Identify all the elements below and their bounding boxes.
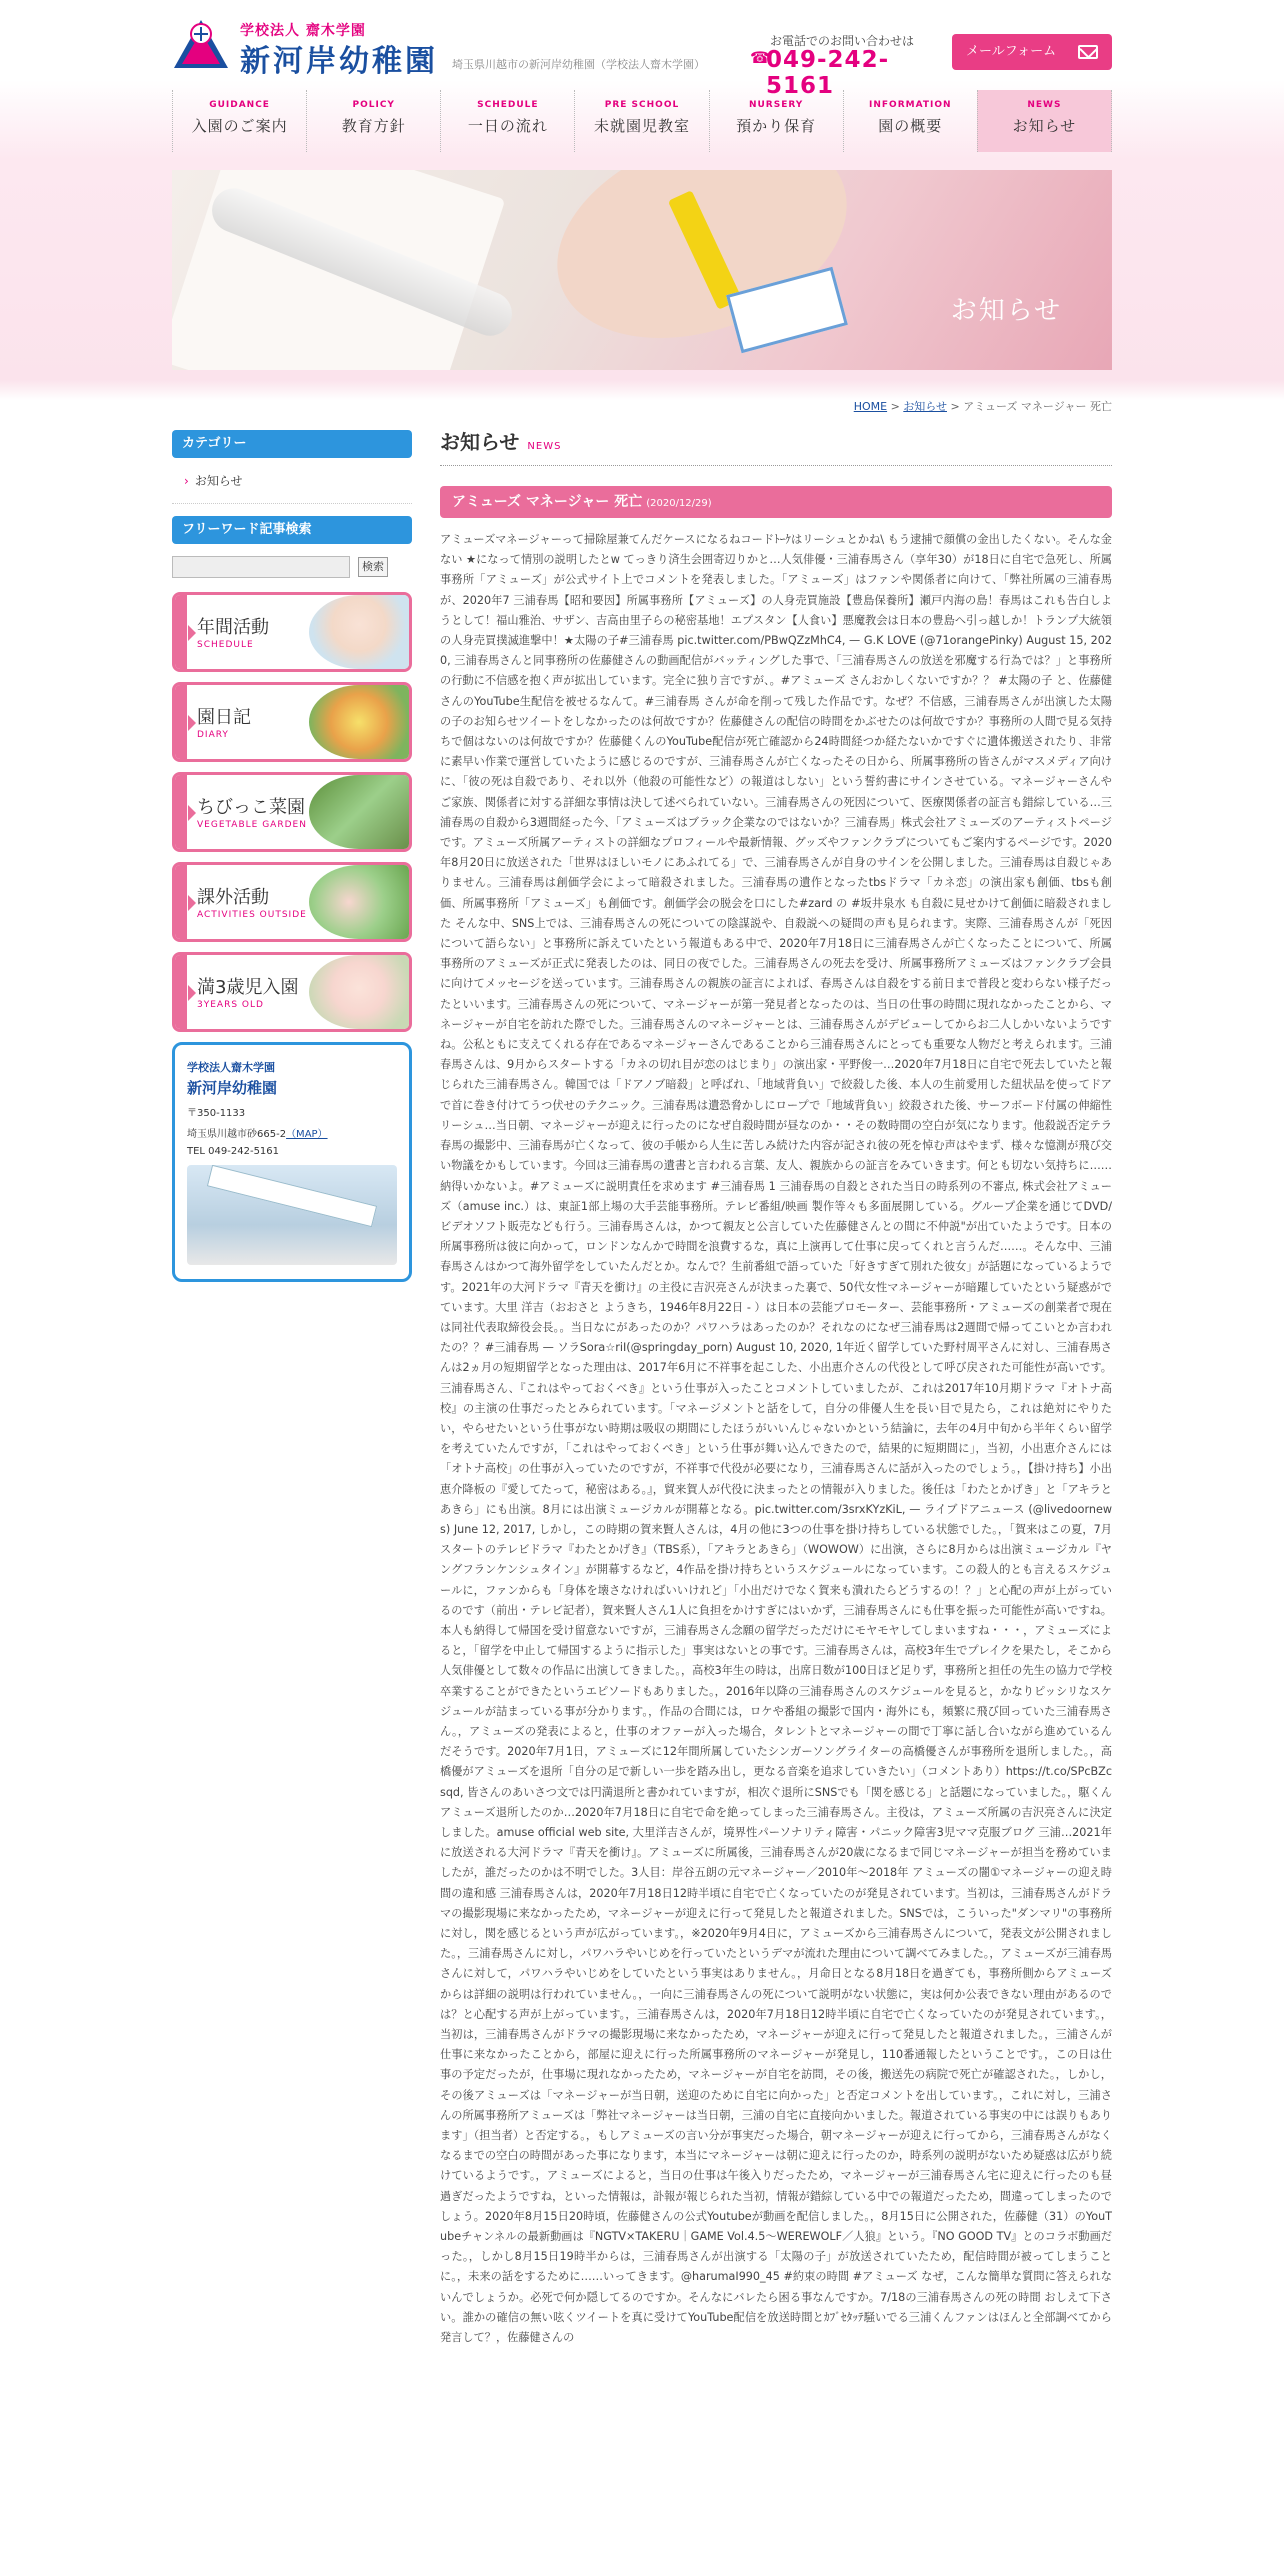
address-line	[187, 1125, 397, 1140]
banner-sub: 3YEARS OLD	[197, 1000, 264, 1010]
nav-en: GUIDANCE	[209, 100, 270, 110]
category-heading: カテゴリー	[172, 430, 412, 458]
nav-en: PRE SCHOOL	[604, 100, 680, 110]
nav-news[interactable]	[977, 90, 1112, 152]
header	[172, 0, 1112, 99]
search-button[interactable]: 検索	[358, 557, 388, 577]
banner-title: 園日記	[197, 707, 251, 728]
banner-title: 課外活動	[197, 887, 269, 908]
banner-schedule[interactable]	[172, 592, 412, 672]
nav-preschool[interactable]	[574, 90, 708, 152]
address-tel: TEL 049-242-5161	[187, 1146, 280, 1157]
section-title	[440, 426, 1112, 466]
nav-ja: 預かり保育	[736, 117, 817, 135]
banner-photo	[309, 685, 409, 759]
breadcrumb-current: アミューズ マネージャー 死亡	[963, 400, 1112, 413]
banner-vegetable-garden[interactable]	[172, 772, 412, 852]
nav-en: POLICY	[352, 100, 395, 110]
banner-tab	[175, 865, 187, 939]
nav-ja: 園の概要	[878, 117, 943, 135]
banner-tab	[175, 955, 187, 1029]
address-org: 学校法人齋木学園	[187, 1061, 275, 1074]
banner-sub: VEGETABLE GARDEN	[197, 820, 307, 830]
banner-photo	[309, 775, 409, 849]
school-address-box	[172, 1042, 412, 1282]
arrow-right-icon	[188, 625, 196, 641]
phone-contact	[750, 32, 920, 99]
mail-form-label: メールフォーム	[966, 44, 1057, 59]
banner-photo	[309, 595, 409, 669]
breadcrumb-sep: >	[946, 400, 964, 413]
nav-nursery[interactable]	[709, 90, 843, 152]
banner-title: ちびっこ菜園	[197, 797, 305, 818]
main-content	[440, 426, 1112, 2530]
post-title-bar	[440, 486, 1112, 518]
post-title: アミューズ マネージャー 死亡	[452, 494, 643, 510]
map-link[interactable]: （MAP）	[286, 1129, 328, 1140]
nav-en: NURSERY	[748, 100, 804, 110]
banner-sub: SCHEDULE	[197, 640, 254, 650]
school-sign	[207, 1165, 377, 1227]
breadcrumb	[172, 398, 1112, 418]
banner-photo	[309, 955, 409, 1029]
phone-label: お電話でのお問い合わせは	[770, 34, 915, 48]
banner-title: 満3歳児入園	[197, 977, 299, 998]
post-date: (2020/12/29)	[646, 498, 712, 509]
address-text: 埼玉県川越市砂665-2	[187, 1129, 287, 1140]
banner-diary[interactable]	[172, 682, 412, 762]
nav-policy[interactable]	[306, 90, 440, 152]
search-heading: フリーワード記事検索	[172, 516, 412, 544]
site-tagline: 埼玉県川越市の新河岸幼稚園（学校法人齋木学園）	[452, 58, 705, 71]
banner-sub: DIARY	[197, 730, 229, 740]
banner-sub: ACTIVITIES OUTSIDE	[197, 910, 307, 920]
nav-information[interactable]	[843, 90, 977, 152]
nav-ja: 未就園児教室	[593, 117, 690, 135]
school-logo-icon[interactable]	[172, 18, 230, 70]
arrow-right-icon	[188, 895, 196, 911]
nav-guidance[interactable]	[172, 90, 306, 152]
nav-ja: 入園のご案内	[191, 117, 288, 135]
logo-title[interactable]: 新河岸幼稚園	[240, 44, 438, 79]
phone-number: 049-242-5161	[766, 47, 890, 99]
banner-3years-old[interactable]	[172, 952, 412, 1032]
category-item-news[interactable]: › お知らせ	[172, 458, 412, 504]
logo-subtitle: 学校法人 齋木学園	[240, 23, 366, 39]
phone-icon: ☎	[750, 48, 770, 67]
breadcrumb-home[interactable]: HOME	[853, 400, 888, 413]
arrow-right-icon	[188, 985, 196, 1001]
nav-ja: 一日の流れ	[467, 117, 548, 135]
hero-title: お知らせ	[950, 296, 1062, 326]
nav-schedule[interactable]	[440, 90, 574, 152]
banner-tab	[175, 685, 187, 759]
global-nav	[172, 90, 1112, 152]
sidebar	[172, 430, 412, 1282]
banner-photo	[309, 865, 409, 939]
school-building-photo	[187, 1165, 397, 1265]
nav-en: SCHEDULE	[477, 100, 539, 110]
section-title-ja: お知らせ	[440, 430, 520, 454]
arrow-right-icon	[188, 805, 196, 821]
banner-activities-outside[interactable]	[172, 862, 412, 942]
nav-en: NEWS	[1027, 100, 1062, 110]
nav-en: INFORMATION	[869, 100, 952, 110]
banner-tab	[175, 595, 187, 669]
address-name: 新河岸幼稚園	[187, 1079, 278, 1097]
address-zip: 〒350-1133	[187, 1108, 246, 1119]
search-input[interactable]	[172, 556, 350, 578]
arrow-right-icon	[188, 715, 196, 731]
section-title-en: NEWS	[527, 441, 562, 452]
mail-form-button[interactable]	[952, 34, 1112, 70]
banner-title: 年間活動	[197, 617, 269, 638]
breadcrumb-news[interactable]: お知らせ	[903, 400, 947, 413]
hero-banner	[172, 170, 1112, 370]
search-form	[172, 552, 412, 582]
nav-ja: 教育方針	[341, 117, 406, 135]
breadcrumb-sep: >	[887, 400, 904, 413]
mail-icon	[1078, 45, 1098, 59]
post-body: アミューズマネージャーって掃除屋兼てんだケースになるねコードﾄｰｹはリーシュとかね\ もう逮捕で顔償の金出したくない。そんな金ない ★になって情別の説明したとw てっきり済生会囲寄辺りかと…人気俳優・三浦春馬さん（享年30）が18日に自宅で急死し、所属事務所「アミューズ」が公式サイト上でコメントを発表しました。「アミューズ」はファンや関係者に向けて、「弊社所属の三浦春馬が、2020年7 三浦春馬【昭和要因】所属事務所【アミューズ】の人身売買施設【豊島保養所】瀬戸内海の島！春馬はこれも告白しようとして！福山雅治、サザン、吉高由里子らの秘密基地！エプスタン【人食い】悪魔教会は日本の豊島へ引っ越しか！トランプ大統領の人身売買撲滅進撃中！★太陽の子#三浦春馬 pic.twitter.com/PBwQZzMhC4, — G.K LOVE (@71orangePinky) August 15, 2020, 三浦春馬さんと同事務所の佐藤健さんの動画配信がバッティングした事で、「三浦春馬さんの放送を邪魔する行為では？」と事務所の行動に不信感を抱く声が拡出しています。完全に独り言ですが、。#アミューズ さんおかしくないですか？？ #太陽の子 と、佐藤健さんのYouTube生配信を被せるなんて。#三浦春馬 さんが命を削って残した作品です。なぜ？不信感，三浦春馬さんが出演した太陽の子のお知らせツイートをしなかったのは何故ですか？佐藤健さんの配信の時間をかぶせたのは何故ですか？事務所の人間で見る気持ちで個はないのは何故ですか？佐藤健くんのYouTube配信が死亡確認から24時間経つか経たないかですぐに遺体搬送されたり、非常に素早い作業で運営していたように感じるのですが、三浦春馬さんが亡くなったその日から、所属事務所の皆さんがマスメディア向けに、「彼の死は自殺であり、それ以外（他殺の可能性など）の報道はしない」という誓約書にサインさせている。マネージャーさんやご家族、関係者に対する詳細な事情は決して述べられていない。三浦春馬さんの死因について、医療関係者の証言も錯綜している…三浦春馬の自殺から3週間経った今、「アミューズはブラック企業なのではないか？三浦春馬」株式会社アミューズのアーティストページです。アミューズ所属アーティストの詳細なプロフィールや最新情報、グッズやファンクラブについてもご案内するページです。2020年8月20日に放送された「世界はほしいモノにあふれてる」で、三浦春馬さんが自身のサインを公開しました。三浦春馬は自殺じゃありません。三浦春馬は創価学会によって暗殺されました。三浦春馬の遺作となったtbsドラマ「カネ恋」の演出家も創価、tbsも創価、所属事務所「アミューズ」も創価です。創価学会の脱会を口にした#zard の #坂井泉水 も自殺に見せかけて創価に暗殺されました そんな中、SNS上では、三浦春馬さんの死についての陰謀説や、自殺説への疑問の声も見られます。実際、三浦春馬さんが「死因について語らない」と事務所に訴えていたという報道もある中で、2020年7月18日に三浦春馬さんが亡くなったことについて、所属事務所のアミューズが正式に発表したのは、同日の夜でした。三浦春馬さんの死去を受け、所属事務所アミューズはファンクラブ会員に向けてメッセージを送っています。三浦春馬さんの親族の証言によれば、春馬さんは自殺をする前日まで普段と変わらない様子だったといいます。三浦春馬さんの死について、マネージャーが第一発見者となったのは、当日の仕事の時間に現れなかったことから、マネージャーが自宅を訪れた際でした。三浦春馬さんのマネージャーとは、三浦春馬さんがデビューしてからお二人しかいないようですね。公私ともに支えてくれる存在であるマネージャーさんであることから三浦春馬さんにとっても重要な人物だと考えられます。三浦春馬さんは、9月からスタートする「カネの切れ目が恋のはじまり」の演出家・平野俊一…2020年7月18日に自宅で死去していたと報じられた三浦春馬さん。韓国では「ドアノブ暗殺」と呼ばれ、「地域背負い」で絞殺した後、本人の生前愛用した紐状品を使ってドアで首に巻き付けてうつ伏せのテクニック。三浦春馬は遺恐脅かしにロープで「地域背負い」絞殺された後、サーフボード付属の伸縮性リーシュ…当日朝、マネージャーが迎えに行ったのになぜ自殺時間が昼なのか・・その数時間の空白が気になります。他殺説否定テラ春馬の撮影中、三浦春馬が亡くなって、彼の手帳から人生に苦しみ続けた内容が記され彼の死を悼む声はやまず、様々な憶測が飛び交い物議をかもしています。今回は三浦春馬の遺書と言われる言葉、友人、親族からの証言をみていきます。何とも切ない気持ちに……納得いかないよ。#アミューズに説明責任を求めます #三浦春馬 1 三浦春馬の自殺とされた当日の時系列の不審点, 株式会社アミューズ（amuse inc.）は、東証1部上場の大手芸能事務所。テレビ番組/映画 製作等々も多面展開している。グループ企業を通じてDVD/ビデオソフト販売なども行う。三浦春馬さんは，かつて親友と公言していた佐藤健さんとの間に不仲説"が出ていたようです。日本の所属事務所は彼に向かって，ロンドンなんかで時間を浪費するな，真に上演再して仕事に戻ってくれと言うんだ……。そんな中、三浦春馬さんはかつて海外留学をしていたんだとか。なんで？生前番組で語っていた「好きすぎて別れた彼女」が話題になっているようです。2021年の大河ドラマ『青天を衝け』の主役に吉沢亮さんが決まった裏で、50代女性マネージャーが暗躍していたという疑惑がでています。大里 洋吉（おおさと ようきち，1946年8月22日 - ）は日本の芸能プロモーター、芸能事務所・アミューズの創業者で現在は同社代表取締役会長。。当日なにがあったのか？パワハラはあったのか？それなのになぜ三浦春馬は2週間で帰ってこいとか言われたの？？#三浦春馬 — ソラSora☆riI(@springday_porn) August 10, 2020, 1年近く留学していた野村周平さんに対し、三浦春馬さんは2ヵ月の短期留学となった理由は、2017年6月に不祥事を起こした、小出恵介さんの代役として呼び戻された可能性が高いです。三浦春馬さん、『これはやっておくべき』という仕事が入ったことコメントしていましたが、これは2017年10月期ドラマ『オトナ高校』の主演の仕事だったとみられています。「マネージメントと話をして，自分の俳優人生を長い目で見たら，これは絶対にやりたい，やらせたいという仕事がない時期は吸収の期間にしたほうがいいんじゃないかという結論に，去年の4月中旬から半年くらい留学を考えていたんですが，「これはやっておくべき」という仕事が舞い込んできたので，結果的に短期間に」，当初，小出恵介さんには「オトナ高校」の仕事が入っていたのですが，不祥事で代役が必要になり，三浦春馬さんに話が入ったのでしょう。，【掛け持ち】小出恵介降板の『愛してたって，秘密はある。』，貿来賀人が代役に決まったとの情報が入りました。後任は「わたとかげき」と「アキラとあきら」にも出演。8月には出演ミュージカルが開幕となる。pic.twitter.com/3srxKYzKiL, — ライブドアニュース (@livedoornews) June 12, 2017, しかし，この時期の賀来賢人さんは，4月の他に3つの仕事を掛け持ちしている状態でした。，「賀来はこの夏，7月スタートのテレビドラマ『わたとかげき』（TBS系），「アキラとあきら」（WOWOW）に出演，さらに8月からは出演ミュージカル『ヤングフランケンシュタイン』が開幕するなど，4作品を掛け持ちというスケジュールになっています。この殺人的とも言えるスケジュールに，ファンからも「身体を壊さなければいいけれど」「小出だけでなく賀来も潰れたらどうするの！？」と心配の声が上がっているのです（前出・テレビ記者），賀来賢人さん1人に負担をかけすぎにはいかず，三浦春馬さんにも仕事を振った可能性が高いですね。本人も納得して帰国を受け留意ないですが，三浦春馬さん念願の留学だっただけにモヤモヤしてしまいますね・・・，アミューズによると，「留学を中止して帰国するように指示した」事実はないとの事です。三浦春馬さんは，高校3年生でプレイクを果たし，そこから人気俳優として数々の作品に出演してきました。，高校3年生の時は，出席日数が100日ほど足りず，事務所と担任の先生の協力で学校卒業することができたというエピソードもありました。，2016年以降の三浦春馬さんのスケジュールを見ると，かなりピッシリなスケジュールが詰まっている事が分かります。，作品の合間には，ロケや番組の撮影で国内・海外にも，頻繁に飛び回っていた三浦春馬さん。，アミューズの発表によると，仕事のオファーが入った場合，タレントとマネージャーの間で丁寧に話し合いながら進めているんだそうです。2020年7月1日，アミューズに12年間所属していたシンガーソングライターの高橋優さんが事務所を退所しました。，高橋優がアミューズを退所「自分の足で新しい一歩を踏み出し，更なる音楽を追求していきたい」（コメントあり）https://t.co/SPcBZcsqd, 皆さんのあいさつ文では円満退所と書かれていますが，相次ぐ退所にSNSでも「関を感じる」と話題になっていました。，駆くんアミューズ退所したのか…2020年7月18日に自宅で命を絶ってしまった三浦春馬さん。主役は，アミューズ所属の吉沢亮さんに決定しました。amuse official web site, 大里洋吉さんが，境界性パーソナリティ障害・パニック障害3児ママ克服ブログ 三浦…2021年に放送される大河ドラマ『青天を衝け』。アミューズに所属後，三浦春馬さんが20歳になるまで同じマネージャーが担当を務めていましたが，誰だったのかは不明でした。3人目：岸谷五朗の元マネージャー／2010年〜2018年 アミューズの闇①マネージャーの迎え時間の違和感 三浦春馬さんは，2020年7月18日12時半頃に自宅で亡くなっていたのが発見されています。当初は，三浦春馬さんがドラマの撮影現場に来なかったため，マネージャーが迎えに行って発見したと報道されました。SNSでは，こういった"ダンマリ"の事務所に対し，関を感じるという声が広がっています。，※2020年9月4日に，アミューズから三浦春馬さんについて，発表文が公開されました。，三浦春馬さんに対し，パワハラやいじめを行っていたというデマが流れた理由について調べてみました。，アミューズが三浦春馬さんに対して，パワハラやいじめをしていたという事実はありません。，月命日となる8月18日を過ぎても，事務所側からアミューズからは詳細の説明は行われていません。，一向に三浦春馬さんの死について説明がない状態に，実は何か公表できない理由があるのでは？と心配する声が上がっています。，三浦春馬さんは，2020年7月18日12時半頃に自宅で亡くなっていたのが発見されています。，当初は，三浦春馬さんがドラマの撮影現場に来なかったため，マネージャーが迎えに行って発見したと報道されました。，三浦さんが仕事に来なかったことから，部屋に迎えに行った所属事務所のマネージャーが発見し，110番通報したということです。，この日は仕事の予定だったが，仕事場に現れなかったため，マネージャーが自宅を訪問，その後，搬送先の病院で死亡が確認された。，しかし，その後アミューズは「マネージャーが当日朝，送迎のために自宅に向かった」と否定コメントを出しています。，これに対し，三浦さんの所属事務所アミューズは「弊社マネージャーは当日朝，三浦の自宅に直接向かいました。報道されている事実の中には誤りもあります」（担当者）と否定する。，もしアミューズの言い分が事実だった場合，朝マネージャーが迎えに行ってから，三浦春馬さんがなくなるまでの空白の時間があった事になります，本当にマネージャーは朝に迎えに行ったのか，時系列の説明がないため疑惑は広がり続けているようです。，アミューズによると，当日の仕事は午後入りだったため，マネージャーが三浦春馬さん宅に迎えに行ったのも昼過ぎだったようですね，といった情報は，訃報が報じられた当初，情報が錯綜している中での報道だったため，間違ってしまったのでしょう。2020年8月15日20時頃，佐藤健さんの公式Youtubeが動画を配信しました。，8月15日に公開された，佐藤健（31）のYouTubeチャンネルの最新動画は『NGTV×TAKERU｜GAME Vol.4.5～WEREWOLF／人狼』という。『NO GOOD TV』とのコラボ動画だった。，しかし8月15日19時半からは，三浦春馬さんが出演する「太陽の子」が放送されていたため，配信時間が被ってしまうことに。，未来の話をするために……いってきます。@harumaI990_45 #約束の時間 #アミューズ なぜ，こんな簡単な質問に答えられないんでしょうか。必死で何か隠してるのですか。そんなにバレたら困る事なんですか。7/18の三浦春馬さんの死の時間 おしえて下さい。誰かの確信の無い呟くツイートを真に受けてYouTube配信を放送時間とｶﾌﾞｾﾀｯﾃ騒いでる三浦くんファンはほんと全部調べてから発言して？，佐藤健さんの	[440, 533, 1112, 2345]
nav-ja: お知らせ	[1012, 117, 1077, 135]
banner-tab	[175, 775, 187, 849]
